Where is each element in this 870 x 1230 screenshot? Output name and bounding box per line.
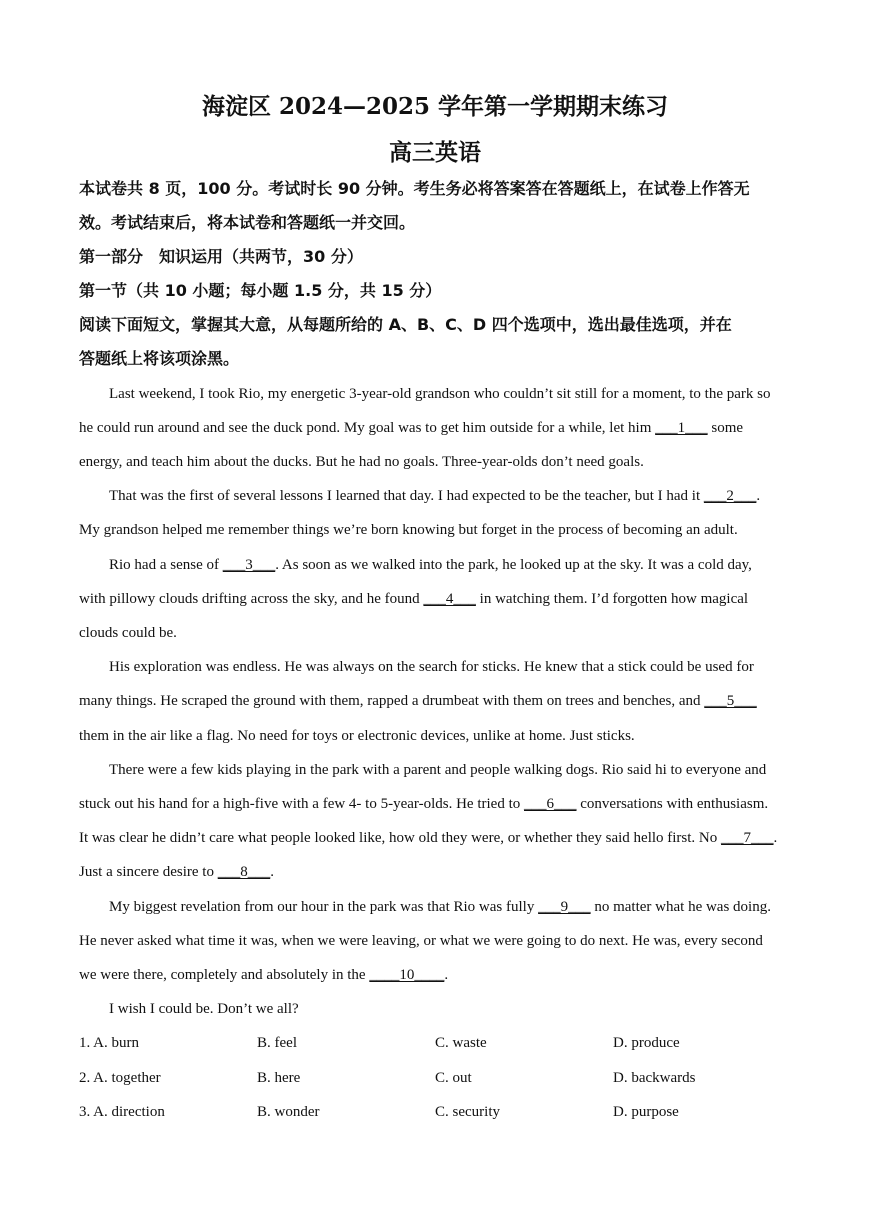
blank-2: ___2___ xyxy=(703,488,757,504)
passage-line: That was the first of several lessons I learned that day. I had expected to be the teacher, but I had it ___2___. xyxy=(79,479,799,513)
option-3-d: D. purpose xyxy=(613,1104,679,1120)
passage-line: them in the air like a flag. No need for toys or electronic devices, unlike at home. Just sticks. xyxy=(79,728,635,744)
blank-7: ___7___ xyxy=(721,830,774,846)
blank-9: ___9___ xyxy=(538,899,591,915)
blank-8: ___8___ xyxy=(217,864,271,880)
passage-line: many things. He scraped the ground with them, rapped a drumbeat with them on trees and benches, and ___5___ xyxy=(79,684,799,718)
passage-line: Rio had a sense of ___3___. As soon as we walked into the park, he looked up at the sky. It was a cold day, xyxy=(79,548,799,582)
passage-line: with pillowy clouds drifting across the sky, and he found ___4___ in watching them. I’d forgotten how magical xyxy=(79,582,799,616)
passage-line: he could run around and see the duck pond. My goal was to get him outside for a while, let him ___1___ some xyxy=(79,411,799,445)
blank-10: ____10____ xyxy=(369,967,445,983)
option-2-c: C. out xyxy=(435,1070,472,1086)
passage-line: we were there, completely and absolutely in the ____10____. xyxy=(79,958,799,992)
section-heading: 第一节（共 10 小题；每小题 1.5 分，共 15 分） xyxy=(79,281,442,300)
passage-line: His exploration was endless. He was always on the search for sticks. He knew that a stick could be used for xyxy=(109,659,754,675)
passage-line: There were a few kids playing in the park with a parent and people walking dogs. Rio said hi to everyone and xyxy=(109,762,767,778)
passage-line: stuck out his hand for a high-five with a few 4- to 5-year-olds. He tried to ___6___ conversations with enthusiasm. xyxy=(79,787,799,821)
blank-3: ___3___ xyxy=(222,557,276,573)
blank-4: ___4___ xyxy=(423,591,476,607)
option-3-a: 3. A. direction xyxy=(79,1104,165,1120)
option-2-b: B. here xyxy=(257,1070,301,1086)
instruction-line-2: 效。考试结束后，将本试卷和答题纸一并交回。 xyxy=(79,213,416,232)
passage-line: energy, and teach him about the ducks. But he had no goals. Three-year-olds don’t need goals. xyxy=(79,454,644,470)
option-1-b: B. feel xyxy=(257,1035,297,1051)
option-2-d: D. backwards xyxy=(613,1070,696,1086)
direction-line-1: 阅读下面短文，掌握其大意，从每题所给的 A、B、C、D 四个选项中，选出最佳选项，并在 xyxy=(79,315,732,334)
option-2-a: 2. A. together xyxy=(79,1070,161,1086)
passage-line: My grandson helped me remember things we’re born knowing but forget in the process of becoming an adult. xyxy=(79,522,738,538)
option-3-c: C. security xyxy=(435,1104,500,1120)
exam-title: 海淀区 2024—2025 学年第一学期期末练习 xyxy=(201,93,669,120)
option-3-b: B. wonder xyxy=(257,1104,320,1120)
option-1-a: 1. A. burn xyxy=(79,1035,139,1051)
blank-1: ___1___ xyxy=(655,420,708,436)
passage-line: He never asked what time it was, when we were leaving, or what we were going to do next. He was, every second xyxy=(79,933,763,949)
passage-line: I wish I could be. Don’t we all? xyxy=(109,1001,299,1017)
instruction-line-1: 本试卷共 8 页，100 分。考试时长 90 分钟。考生务必将答案答在答题纸上，在试卷上作答无 xyxy=(79,179,750,198)
blank-5: ___5___ xyxy=(704,693,757,709)
option-1-c: C. waste xyxy=(435,1035,487,1051)
passage-line: Just a sincere desire to ___8___. xyxy=(79,855,799,889)
passage-line: Last weekend, I took Rio, my energetic 3-year-old grandson who couldn’t sit still for a moment, to the park so xyxy=(109,386,771,402)
blank-6: ___6___ xyxy=(524,796,577,812)
passage-line: clouds could be. xyxy=(79,625,177,641)
passage-line: It was clear he didn’t care what people looked like, how old they were, or whether they said hello first. No ___7___. xyxy=(79,821,799,855)
part-heading: 第一部分 知识运用（共两节，30 分） xyxy=(79,247,363,266)
option-1-d: D. produce xyxy=(613,1035,680,1051)
direction-line-2: 答题纸上将该项涂黑。 xyxy=(79,349,240,368)
exam-subject: 高三英语 xyxy=(389,139,481,166)
passage-line: My biggest revelation from our hour in the park was that Rio was fully ___9___ no matter what he was doing. xyxy=(79,890,799,924)
